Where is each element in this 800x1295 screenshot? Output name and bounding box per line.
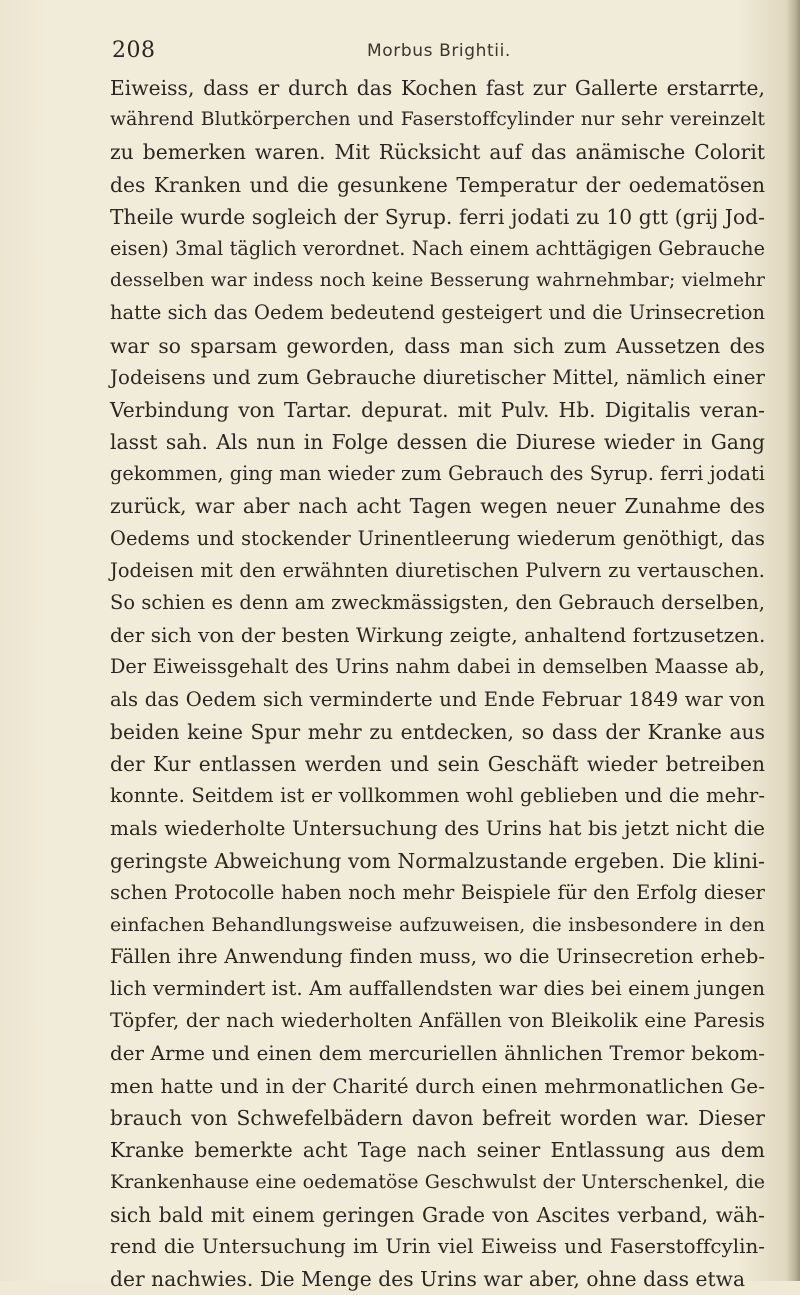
text-line: während Blutkörperchen und Faserstoffcylinder nur sehr vereinzelt [110,109,765,131]
text-line: rend die Untersuchung im Urin viel Eiweiss und Faserstoffcylin- [110,1234,765,1258]
page-header [112,38,762,68]
text-line: lasst sah. Als nun in Folge dessen die Diurese wieder in Gang [110,430,765,455]
text-line: der nachwies. Die Menge des Urins war aber, ohne dass etwa [110,1266,746,1291]
text-line: mals wiederholte Untersuchung des Urins hat bis jetzt nicht die [110,816,765,841]
text-line: Jodeisens und zum Gebrauche diuretischer Mittel, nämlich einer [110,365,765,389]
text-line: beiden keine Spur mehr zu entdecken, so dass der Kranke aus [110,719,765,744]
text-line: Der Eiweissgehalt des Urins nahm dabei in demselben Maasse ab, [110,655,765,679]
text-line: zu bemerken waren. Mit Rücksicht auf das anämische Colorit [110,140,765,165]
text-line: Verbindung von Tartar. depurat. mit Pulv. Hb. Digitalis veran- [110,397,765,422]
text-line: Theile wurde sogleich der Syrup. ferri jodati zu 10 gtt (grij Jod- [110,204,765,229]
text-line: geringste Abweichung vom Normalzustande ergeben. Die klini- [110,848,765,873]
text-line: So schien es denn am zweckmässigsten, den Gebrauch derselben, [110,591,765,614]
text-line: desselben war indess noch keine Besserung wahrnehmbar; vielmehr [110,270,765,292]
text-line: zurück, war aber nach acht Tagen wegen neuer Zunahme des [110,494,765,519]
text-line: Krankenhause eine oedematöse Geschwulst der Unterschenkel, die [110,1171,765,1194]
text-line: der sich von der besten Wirkung zeigte, anhaltend fortzusetzen. [110,623,766,648]
body-text [110,72,765,1295]
text-line: brauch von Schwefelbädern davon befreit worden war. Dieser [110,1106,765,1130]
binding-edge-shadow [786,0,800,1281]
text-line: war so sparsam geworden, dass man sich zum Aussetzen des [110,333,765,358]
text-line: als das Oedem sich verminderte und Ende Februar 1849 war von [110,687,765,711]
text-line: Fällen ihre Anwendung finden muss, wo die Urinsecretion erheb- [110,945,765,969]
text-line: Töpfer, der nach wiederholten Anfällen von Bleikolik eine Paresis [110,1009,765,1033]
text-line: lich vermindert ist. Am auffallendsten war dies bei einem jungen [110,977,765,1001]
text-line: der Arme und einen dem mercuriellen ähnlichen Tremor bekom- [110,1041,765,1065]
text-line: konnte. Seitdem ist er vollkommen wohl geblieben und die mehr- [110,784,765,808]
text-line: hatte sich das Oedem bedeutend gesteigert und die Urinsecretion [110,301,765,325]
text-line: gekommen, ging man wieder zum Gebrauch des Syrup. ferri jodati [110,462,765,486]
text-line: Oedems und stockender Urinentleerung wiederum genöthigt, das [110,526,765,550]
text-line: men hatte und in der Charité durch einen mehrmonatlichen Ge- [110,1073,765,1098]
running-title: Morbus Brightii. [367,41,511,61]
text-line: Eiweiss, dass er durch das Kochen fast zur Gallerte erstarrte, [110,76,765,100]
text-line: schen Protocolle haben noch mehr Beispiele für den Erfolg dieser [110,880,765,904]
text-line: Jodeisen mit den erwähnten diuretischen Pulvern zu vertauschen. [110,558,765,582]
page-number: 208 [112,38,156,63]
text-line: einfachen Behandlungsweise aufzuweisen, die insbesondere in den [110,913,765,936]
text-line: der Kur entlassen werden und sein Geschäft wieder betreiben [110,751,765,776]
text-line: sich bald mit einem geringen Grade von Ascites verband, wäh- [110,1202,765,1227]
text-line: des Kranken und die gesunkene Temperatur der oedematösen [110,172,765,197]
text-line: Kranke bemerkte acht Tage nach seiner Entlassung aus dem [110,1138,765,1163]
text-line: eisen) 3mal täglich verordnet. Nach einem achttägigen Gebrauche [110,236,765,260]
